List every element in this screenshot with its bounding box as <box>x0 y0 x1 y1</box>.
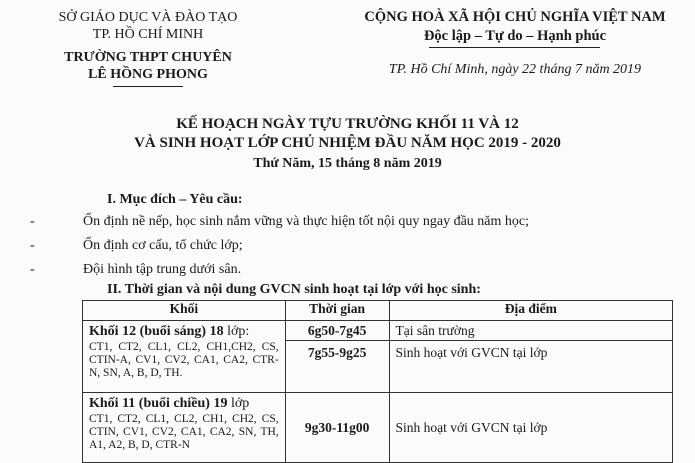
bullet-item: Ổn định nề nếp, học sinh nắm vững và thực hiện tốt nội quy ngay đầu năm học; <box>83 214 529 229</box>
bullet-item: Ổn định cơ cấu, tổ chức lớp; <box>83 238 243 253</box>
bullet-item: Đội hình tập trung dưới sân. <box>83 262 242 277</box>
document-title-line1: KẾ HOẠCH NGÀY TỰU TRƯỜNG KHỐI 11 VÀ 12 <box>176 116 519 132</box>
place-date: TP. Hồ Chí Minh, ngày 22 tháng 7 năm 2019 <box>388 62 642 77</box>
grade-11-place: Sinh hoạt với GVCN tại lớp <box>389 393 672 463</box>
table-row <box>83 393 673 463</box>
grade-11-name: Khối 11 (buổi chiều) 19 <box>89 396 228 411</box>
section-2-heading: II. Thời gian và nội dung GVCN sinh hoạt tại lớp với học sinh: <box>107 282 481 297</box>
section-1-heading: I. Mục đích – Yêu cầu: <box>107 192 243 207</box>
schedule-table <box>82 300 673 463</box>
grade-12-cell <box>83 321 286 393</box>
bullet-dash: - <box>30 238 35 253</box>
grade-12-place-2: Sinh hoạt với GVCN tại lớp <box>389 341 672 393</box>
header-place: Địa điểm <box>389 301 672 321</box>
school-name-line2: LÊ HỒNG PHONG <box>88 67 208 82</box>
grade-12-time-1: 6g50-7g45 <box>285 321 389 341</box>
document-title-line2: VÀ SINH HOẠT LỚP CHỦ NHIỆM ĐẦU NĂM HỌC 2019 - 2020 <box>134 135 561 151</box>
event-date: Thứ Năm, 15 tháng 8 năm 2019 <box>253 156 442 171</box>
motto-underline <box>429 47 600 48</box>
school-underline <box>113 86 183 87</box>
header-time: Thời gian <box>285 301 389 321</box>
grade-12-classes: CT1, CT2, CL1, CL2, CH1,CH2, CS, CTIN-A, CV1, CV2, CA1, CA2, CTR-N, SN, A, B, D, TH. <box>89 341 279 379</box>
grade-12-place-1: Tại sân trường <box>389 321 672 341</box>
grade-11-cell <box>83 393 286 463</box>
bullet-dash: - <box>30 262 35 277</box>
grade-12-suffix: lớp: <box>223 324 250 339</box>
header-grade: Khối <box>83 301 286 321</box>
bullet-dash: - <box>30 214 35 229</box>
grade-12-name: Khối 12 (buổi sáng) 18 <box>89 324 224 339</box>
country-name: CỘNG HOÀ XÃ HỘI CHỦ NGHĨA VIỆT NAM <box>364 9 666 25</box>
city-name: TP. HỒ CHÍ MINH <box>92 27 204 42</box>
grade-11-time: 9g30-11g00 <box>285 393 389 463</box>
grade-11-suffix: lớp <box>227 396 250 411</box>
department-name: SỞ GIÁO DỤC VÀ ĐÀO TẠO <box>58 10 238 25</box>
grade-12-time-2: 7g55-9g25 <box>285 341 389 393</box>
motto: Độc lập – Tự do – Hạnh phúc <box>423 28 607 44</box>
grade-11-classes: CT1, CT2, CL1, CL2, CH1, CH2, CS, CTIN, CV1, CV2, CA1, CA2, SN, TH, A1, A2, B, D, CTR-N <box>89 413 279 451</box>
table-row <box>83 321 673 341</box>
school-name-line1: TRƯỜNG THPT CHUYÊN <box>64 50 232 65</box>
table-header-row <box>83 301 673 321</box>
